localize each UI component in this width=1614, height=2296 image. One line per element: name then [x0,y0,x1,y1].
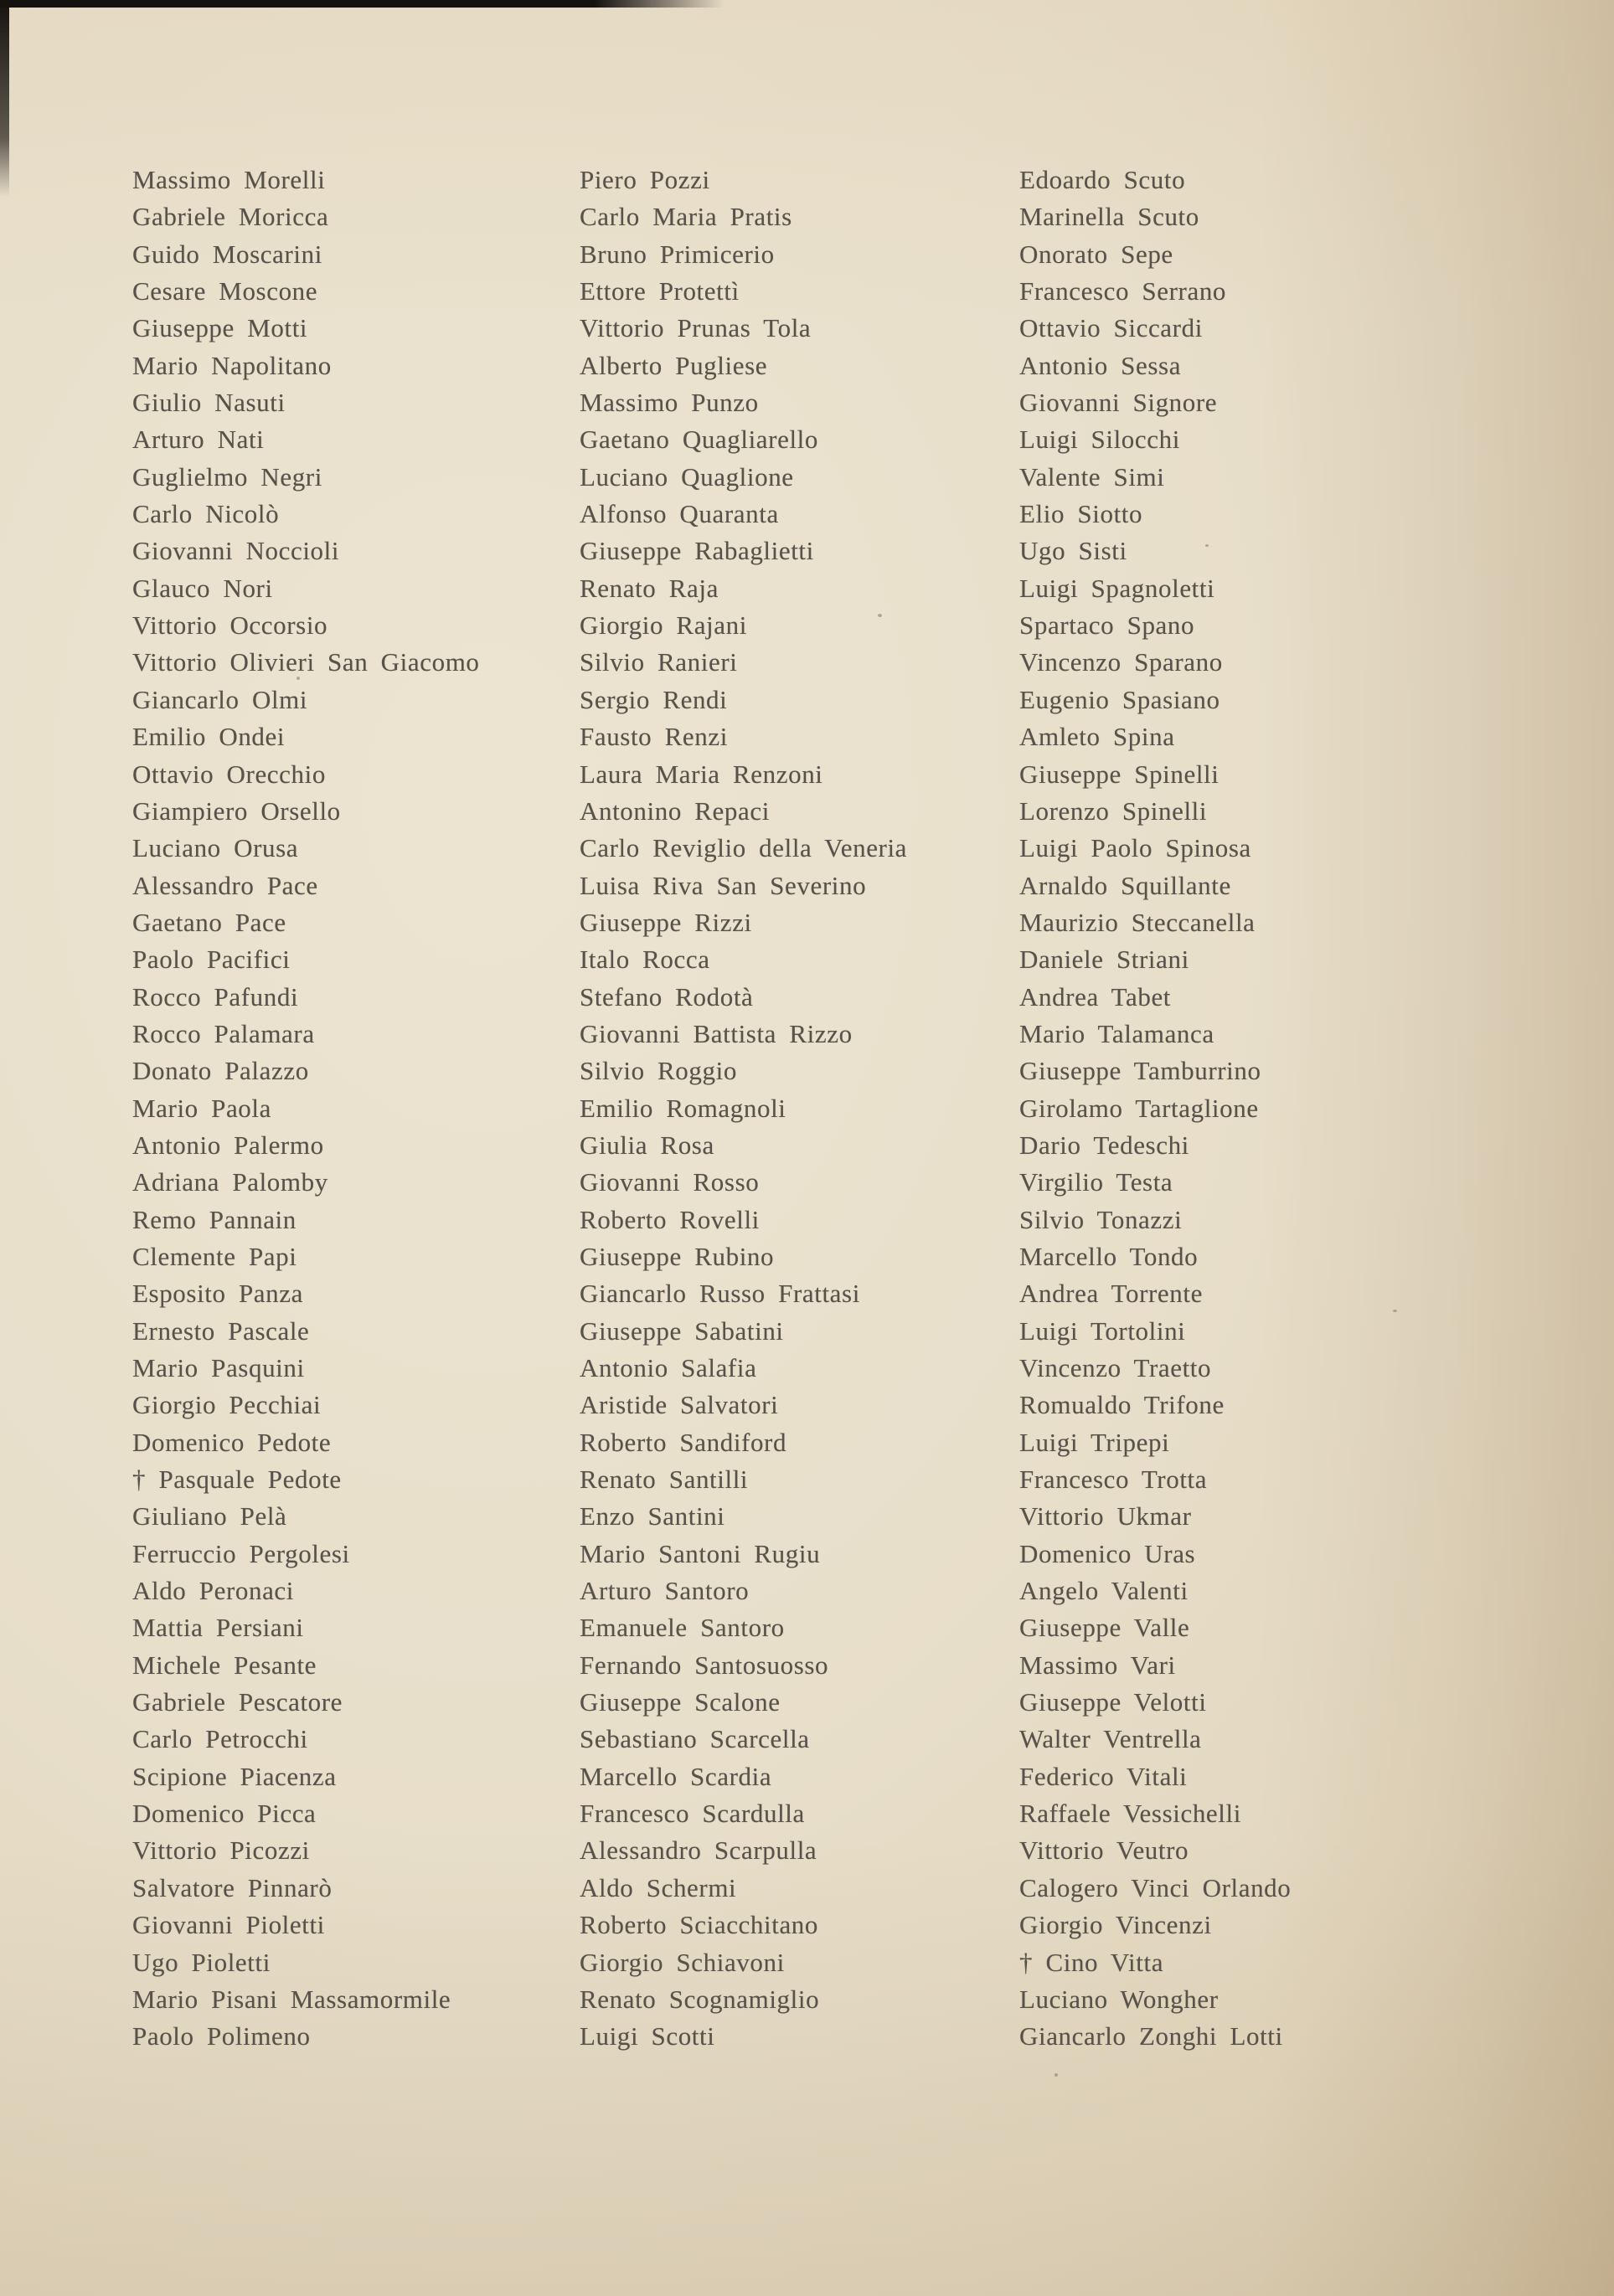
list-item: Mattia Persiani [132,1613,304,1643]
list-item: Ottavio Siccardi [1019,313,1203,343]
list-item: Esposito Panza [132,1279,303,1309]
list-item: Giuseppe Motti [132,313,308,343]
list-item: Giancarlo Zonghi Lotti [1019,2021,1283,2051]
list-item: Ottavio Orecchio [132,759,326,789]
list-item: Scipione Piacenza [132,1761,337,1791]
list-item: Sebastiano Scarcella [580,1724,810,1754]
list-item: Ugo Pioletti [132,1947,271,1977]
list-item: Andrea Torrente [1019,1279,1203,1309]
list-item: Angelo Valenti [1019,1576,1189,1606]
paper-speck [1055,2073,1058,2077]
list-item: Mario Pasquini [132,1353,305,1382]
list-item: Italo Rocca [580,945,710,975]
list-item: † Pasquale Pedote [132,1465,342,1495]
paper-speck [1393,1310,1397,1312]
list-item: Domenico Uras [1019,1538,1196,1568]
list-item: Vincenzo Sparano [1019,647,1223,677]
list-item: Bruno Primicerio [580,239,775,269]
list-item: Roberto Sciacchitano [580,1910,818,1940]
list-item: Antonino Repaci [580,795,770,826]
list-item: Mario Santoni Rugiu [580,1538,821,1568]
list-item: Marcello Scardia [580,1761,772,1791]
list-item: Silvio Tonazzi [1019,1204,1183,1234]
list-item: Roberto Rovelli [580,1204,760,1234]
list-item: Eugenio Spasiano [1019,684,1220,714]
list-item: Ugo Sisti [1019,536,1127,566]
list-item: Giuseppe Rizzi [580,907,752,937]
list-item: Luigi Paolo Spinosa [1019,833,1251,863]
list-item: Silvio Roggio [580,1056,737,1086]
list-item: Gabriele Moricca [132,202,329,232]
list-item: Paolo Pacifici [132,945,291,975]
list-item: Aristide Salvatori [580,1390,779,1420]
list-item: Luigi Tortolini [1019,1315,1186,1346]
list-item: Giulio Nasuti [132,388,286,418]
list-item: Luisa Riva San Severino [580,870,867,900]
list-item: Luciano Wongher [1019,1984,1219,2014]
list-item: Valente Simi [1019,461,1165,492]
list-item: Federico Vitali [1019,1761,1188,1791]
list-item: Alberto Pugliese [580,350,768,380]
list-item: Maurizio Steccanella [1019,907,1256,937]
list-item: Giorgio Pecchiai [132,1390,322,1420]
list-item: Girolamo Tartaglione [1019,1093,1259,1123]
list-item: Luigi Spagnoletti [1019,573,1215,603]
list-item: Giulia Rosa [580,1130,714,1160]
list-item: Giuseppe Rabaglietti [580,536,814,566]
paper-speck [1205,544,1209,547]
list-item: Vittorio Veutro [1019,1835,1189,1866]
list-item: Emilio Ondei [132,722,286,752]
list-item: Silvio Ranieri [580,647,738,677]
list-item: Massimo Vari [1019,1650,1176,1680]
list-item: † Cino Vitta [1019,1947,1164,1977]
list-item: Carlo Reviglio della Veneria [580,833,908,863]
list-item: Giuseppe Velotti [1019,1687,1207,1717]
list-item: Mario Napolitano [132,350,332,380]
list-item: Piero Pozzi [580,165,710,194]
list-item: Guglielmo Negri [132,461,322,492]
scan-edge-artifact-top [0,0,724,8]
list-item: Carlo Maria Pratis [580,202,792,232]
list-item: Edoardo Scuto [1019,165,1186,194]
paper-speck [297,677,300,680]
list-item: Giuseppe Valle [1019,1613,1190,1643]
list-item: Donato Palazzo [132,1056,309,1086]
list-item: Roberto Sandiford [580,1427,787,1457]
list-item: Michele Pesante [132,1650,317,1680]
list-item: Romualdo Trifone [1019,1390,1225,1420]
paper-speck [878,614,882,617]
scan-edge-artifact-left [0,0,9,197]
list-item: Giuseppe Sabatini [580,1315,784,1346]
list-item: Giovanni Rosso [580,1167,760,1197]
list-item: Ettore Protettì [580,276,740,306]
list-item: Antonio Sessa [1019,350,1182,380]
list-item: Sergio Rendi [580,684,728,714]
list-item: Arturo Santoro [580,1576,750,1606]
list-item: Vittorio Ukmar [1019,1501,1192,1532]
list-item: Fausto Renzi [580,722,728,752]
list-item: Giovanni Noccioli [132,536,340,566]
list-item: Domenico Pedote [132,1427,332,1457]
list-item: Calogero Vinci Orlando [1019,1872,1292,1902]
list-item: Elio Siotto [1019,499,1143,529]
list-item: Giampiero Orsello [132,795,341,826]
list-item: Alfonso Quaranta [580,499,779,529]
list-item: Vittorio Occorsio [132,610,328,641]
list-item: Giovanni Signore [1019,388,1218,418]
list-item: Paolo Polimeno [132,2021,311,2051]
list-item: Emilio Romagnoli [580,1093,786,1123]
list-item: Spartaco Spano [1019,610,1195,641]
list-item: Alessandro Scarpulla [580,1835,817,1866]
list-item: Lorenzo Spinelli [1019,795,1208,826]
list-item: Stefano Rodotà [580,981,754,1012]
list-item: Cesare Moscone [132,276,318,306]
list-item: Luigi Scotti [580,2021,715,2051]
list-item: Giuseppe Scalone [580,1687,781,1717]
list-item: Giuseppe Rubino [580,1241,775,1271]
list-item: Domenico Picca [132,1799,317,1829]
list-item: Renato Raja [580,573,719,603]
list-item: Francesco Trotta [1019,1465,1208,1495]
list-item: Laura Maria Renzoni [580,759,823,789]
list-item: Enzo Santini [580,1501,725,1532]
list-item: Emanuele Santoro [580,1613,785,1643]
list-item: Renato Scognamiglio [580,1984,820,2014]
list-item: Amleto Spina [1019,722,1175,752]
list-item: Luigi Silocchi [1019,425,1180,455]
list-item: Raffaele Vessichelli [1019,1799,1241,1829]
list-item: Marcello Tondo [1019,1241,1199,1271]
list-item: Giovanni Pioletti [132,1910,325,1940]
list-item: Giuliano Pelà [132,1501,287,1532]
list-item: Virgilio Testa [1019,1167,1173,1197]
list-item: Guido Moscarini [132,239,322,269]
list-item: Francesco Scardulla [580,1799,805,1829]
list-item: Giorgio Vincenzi [1019,1910,1212,1940]
name-column-3 [1019,162,1291,2056]
list-item: Marinella Scuto [1019,202,1199,232]
list-item: Carlo Petrocchi [132,1724,308,1754]
list-item: Gaetano Pace [132,907,286,937]
list-item: Daniele Striani [1019,945,1189,975]
list-item: Alessandro Pace [132,870,318,900]
list-item: Adriana Palomby [132,1167,328,1197]
list-item: Mario Pisani Massamormile [132,1984,451,2014]
list-item: Giorgio Rajani [580,610,747,641]
list-item: Gabriele Pescatore [132,1687,343,1717]
list-item: Giuseppe Tamburrino [1019,1056,1261,1086]
list-item: Giancarlo Olmi [132,684,308,714]
list-item: Onorato Sepe [1019,239,1173,269]
list-item: Giancarlo Russo Frattasi [580,1279,860,1309]
list-item: Aldo Peronaci [132,1576,295,1606]
list-item: Walter Ventrella [1019,1724,1202,1754]
list-item: Vittorio Picozzi [132,1835,310,1866]
list-item: Francesco Serrano [1019,276,1227,306]
list-item: Andrea Tabet [1019,981,1172,1012]
list-item: Clemente Papi [132,1241,297,1271]
list-item: Massimo Punzo [580,388,759,418]
list-item: Vincenzo Traetto [1019,1353,1212,1382]
list-item: Mario Paola [132,1093,271,1123]
list-item: Carlo Nicolò [132,499,280,529]
list-item: Arturo Nati [132,425,265,455]
list-item: Giorgio Schiavoni [580,1947,785,1977]
name-column-1 [132,162,480,2056]
list-item: Luigi Tripepi [1019,1427,1170,1457]
list-item: Fernando Santosuosso [580,1650,829,1680]
list-item: Vittorio Olivieri San Giacomo [132,647,480,677]
list-item: Massimo Morelli [132,165,326,194]
name-column-2 [580,162,907,2056]
list-item: Rocco Palamara [132,1018,315,1048]
list-item: Antonio Palermo [132,1130,324,1160]
list-item: Gaetano Quagliarello [580,425,818,455]
list-item: Antonio Salafia [580,1353,757,1382]
list-item: Salvatore Pinnarò [132,1872,333,1902]
list-item: Rocco Pafundi [132,981,299,1012]
list-item: Aldo Schermi [580,1872,737,1902]
list-item: Arnaldo Squillante [1019,870,1231,900]
list-item: Remo Pannain [132,1204,297,1234]
list-item: Vittorio Prunas Tola [580,313,812,343]
list-item: Renato Santilli [580,1465,749,1495]
list-item: Giovanni Battista Rizzo [580,1018,853,1048]
list-item: Dario Tedeschi [1019,1130,1189,1160]
list-item: Glauco Nori [132,573,273,603]
list-item: Ferruccio Pergolesi [132,1538,350,1568]
list-item: Mario Talamanca [1019,1018,1214,1048]
list-item: Ernesto Pascale [132,1315,310,1346]
list-item: Luciano Quaglione [580,461,794,492]
list-item: Giuseppe Spinelli [1019,759,1220,789]
list-item: Luciano Orusa [132,833,299,863]
